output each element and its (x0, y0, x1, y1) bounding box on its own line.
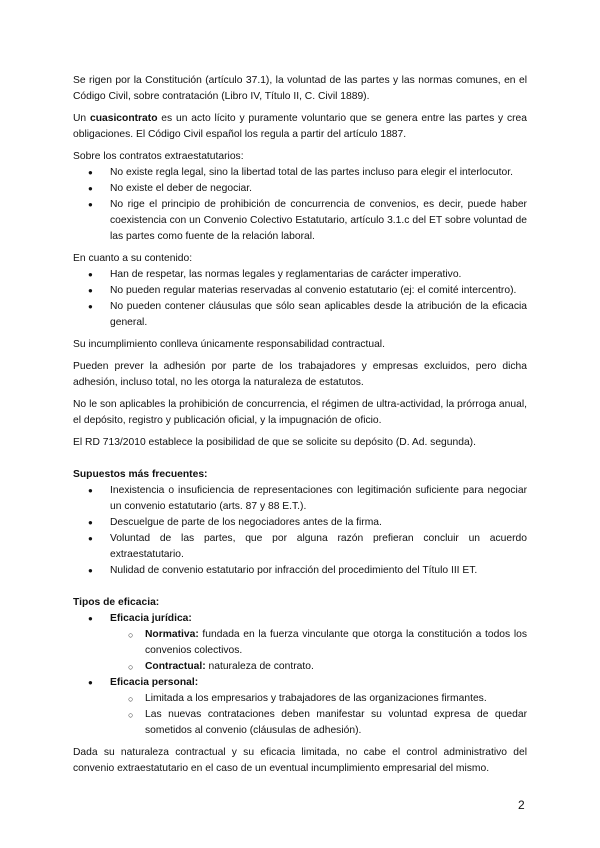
list-item: ● Inexistencia o insuficiencia de representaciones con legitimación suficiente para negociar un convenio estatutario (arts. 87 y 88 E.T.). (73, 483, 527, 515)
sublist-item: ○ Limitada a los empresarios y trabajadores de las organizaciones firmantes. (110, 691, 527, 707)
normativa-label: Normativa: (145, 629, 199, 640)
paragraph-rd: El RD 713/2010 establece la posibilidad de que se solicite su depósito (D. Ad. segunda). (73, 437, 476, 448)
paragraph-incumplimiento: Su incumplimiento conlleva únicamente responsabilidad contractual. (73, 339, 385, 350)
paragraph-adhesion: Pueden prever la adhesión por parte de los trabajadores y empresas excluidos, pero dicha adhesión, incluso total, no les otorga la naturaleza de estatutos. (73, 361, 527, 388)
contenido-list (73, 267, 527, 331)
list-item-eficacia-personal (73, 675, 527, 739)
sublist-item-contractual (110, 659, 527, 675)
list-item: ● Nulidad de convenio estatutario por infracción del procedimiento del Título III ET. (73, 563, 527, 579)
text-fragment: es un acto lícito y puramente voluntario que se genera entre las partes y crea obligaciones. El Código Civil español los regula a partir del artículo 1887. (73, 113, 527, 140)
list-item: ● No existe el deber de negociar. (73, 181, 527, 197)
supuestos-heading (73, 467, 527, 483)
eficacia-personal-label: Eficacia personal: (110, 677, 199, 688)
paragraph-no-aplicables: No le son aplicables la prohibición de concurrencia, el régimen de ultra-actividad, la prórroga anual, el depósito, registro y publicación oficial, y la impugnación de oficio. (73, 399, 527, 426)
paragraph-fuentes: Se rigen por la Constitución (artículo 37.1), la voluntad de las partes y las normas comunes, en el Código Civil, sobre contratación (Libro IV, Título II, C. Civil 1889). (73, 75, 527, 102)
heading-text: Tipos de eficacia: (73, 597, 160, 608)
list-item: ● Han de respetar, las normas legales y reglamentarias de carácter imperativo. (73, 267, 527, 283)
list-item: ● No rige el principio de prohibición de concurrencia de convenios, es decir, puede haber coexistencia con un Convenio Colectivo Estatutario, artículo 3.1.c del ET sobre voluntad de las partes como fuente de la relación laboral. (73, 197, 527, 245)
list-item: ● No pueden contener cláusulas que sólo sean aplicables desde la atribución de la eficacia general. (73, 299, 527, 331)
tipos-heading (73, 595, 527, 611)
extraestatutarios-list (73, 165, 527, 245)
heading-text: Supuestos más frecuentes: (73, 469, 208, 480)
list-item: ● No pueden regular materias reservadas al convenio estatutario (ej: el comité intercentro). (73, 283, 527, 299)
document-page (73, 73, 527, 783)
contractual-label: Contractual: (145, 661, 206, 672)
list-item-eficacia-juridica (73, 611, 527, 675)
paragraph-cuasicontrato (73, 111, 527, 143)
contenido-intro: En cuanto a su contenido: (73, 253, 193, 264)
eficacia-personal-sublist (110, 691, 527, 739)
sublist-item: ○ Las nuevas contrataciones deben manifestar su voluntad expresa de quedar sometidos al convenio (cláusulas de adhesión). (110, 707, 527, 739)
page-number: 2 (518, 798, 525, 812)
term-cuasicontrato: cuasicontrato (89, 113, 158, 124)
paragraph-control-administrativo: Dada su naturaleza contractual y su eficacia limitada, no cabe el control administrativo del convenio extraestatutario en el caso de un eventual incumplimiento empresarial del mismo. (73, 747, 527, 774)
list-item: ● No existe regla legal, sino la libertad total de las partes incluso para elegir el interlocutor. (73, 165, 527, 181)
contractual-text: naturaleza de contrato. (205, 661, 314, 672)
eficacia-juridica-label: Eficacia jurídica: (110, 613, 192, 624)
text-fragment: Un (73, 113, 90, 124)
supuestos-list (73, 483, 527, 579)
extraestatutarios-intro: Sobre los contratos extraestatutarios: (73, 151, 244, 162)
sublist-item-normativa (110, 627, 527, 659)
eficacia-juridica-sublist (110, 627, 527, 675)
tipos-list (73, 611, 527, 739)
normativa-text: fundada en la fuerza vinculante que otorga la constitución a todos los convenios colectivos. (145, 629, 527, 656)
list-item: ● Descuelgue de parte de los negociadores antes de la firma. (73, 515, 527, 531)
list-item: ● Voluntad de las partes, que por alguna razón prefieran concluir un acuerdo extraestatutario. (73, 531, 527, 563)
